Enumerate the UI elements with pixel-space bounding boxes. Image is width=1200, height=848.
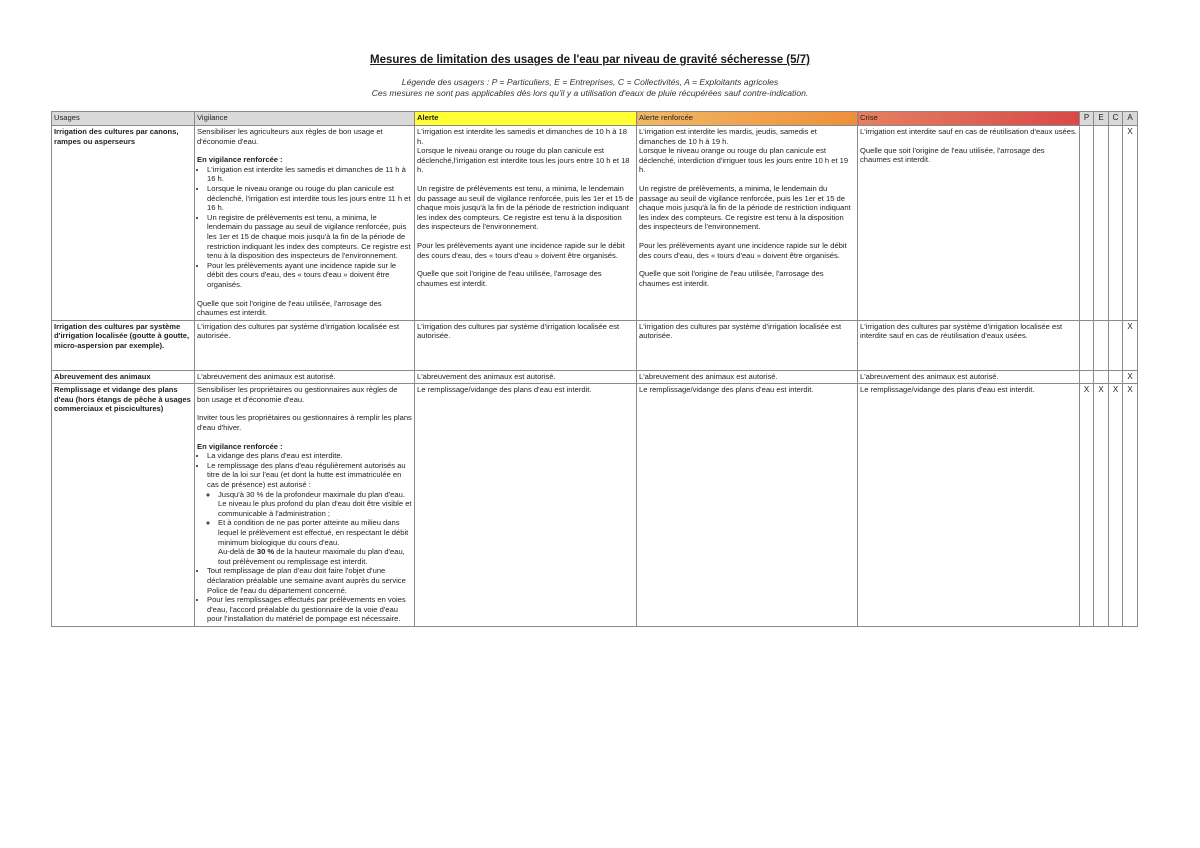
- alerte-paragraph: Quelle que soit l'origine de l'eau utilisée, l'arrosage des chaumes est interdit.: [417, 269, 602, 288]
- crise-paragraph: L'irrigation est interdite sauf en cas de réutilisation d'eaux usées.: [860, 127, 1077, 136]
- vigilance-cell: L'abreuvement des animaux est autorisé.: [195, 370, 415, 384]
- mark-e: [1094, 320, 1109, 370]
- mark-a: X: [1123, 126, 1138, 321]
- list-item-text: Le remplissage des plans d'eau régulièrement autorisés au titre de la loi sur l'eau (et dont la hutte est immatriculée en cas de présence) est autorisé :: [207, 460, 406, 490]
- usage-cell: Irrigation des cultures par système d'irrigation localisée (goutte à goutte, micro-aspersion par exemple).: [52, 320, 195, 370]
- vigilance-intro-2: Inviter tous les propriétaires ou gestionnaires à remplir les plans d'eau d'hiver.: [197, 413, 412, 433]
- crise-cell: L'abreuvement des animaux est autorisé.: [858, 370, 1080, 384]
- mark-p: X: [1080, 384, 1094, 627]
- table-row: [52, 384, 1138, 627]
- alerte-paragraph: Pour les prélèvements ayant une incidence rapide sur le débit des cours d'eau, des « tours d'eau » doivent être organisés.: [417, 240, 625, 260]
- mark-p: [1080, 126, 1094, 321]
- legend: [0, 77, 1180, 99]
- vigilance-cell: [195, 126, 415, 321]
- vigilance-subheading: En vigilance renforcée :: [197, 441, 283, 451]
- alerte-renforcee-cell: L'irrigation des cultures par système d'irrigation localisée est autorisée.: [637, 320, 858, 370]
- limit-text-before: Au-delà de: [218, 547, 257, 557]
- alerte-renforcee-cell: [637, 126, 858, 321]
- sub-list-item: [218, 518, 412, 566]
- vigilance-bullets: [197, 451, 412, 624]
- mark-p: [1080, 370, 1094, 384]
- vigilance-cell: L'irrigation des cultures par système d'irrigation localisée est autorisée.: [195, 320, 415, 370]
- mark-e: [1094, 126, 1109, 321]
- alerte-renforcee-cell: Le remplissage/vidange des plans d'eau est interdit.: [637, 384, 858, 627]
- mark-c: X: [1109, 384, 1123, 627]
- alerte-renforcee-paragraph: Pour les prélèvements ayant une incidence rapide sur le débit des cours d'eau, des « tours d'eau » doivent être organisés.: [639, 240, 847, 260]
- vigilance-cell: [195, 384, 415, 627]
- sub-list-item-text: ◦ Et à condition de ne pas porter atteinte au milieu dans lequel le prélèvement est effectué, en respectant le débit minimum biologique du cours d'eau.: [218, 518, 409, 547]
- usage-cell: Irrigation des cultures par canons, rampes ou asperseurs: [52, 126, 195, 321]
- list-item: • Pour les remplissages effectués par prélèvements en voies d'eau, l'accord préalable du gestionnaire de la voie d'eau pour l'installation du matériel de pompage est nécessaire.: [207, 595, 412, 624]
- list-item: • L'irrigation est interdite les samedis et dimanches de 11 h à 16 h.: [207, 165, 412, 184]
- list-item: [207, 461, 412, 567]
- mark-a: X: [1123, 384, 1138, 627]
- mark-e: [1094, 370, 1109, 384]
- alerte-cell: Le remplissage/vidange des plans d'eau est interdit.: [415, 384, 637, 627]
- page-title: Mesures de limitation des usages de l'eau par niveau de gravité sécheresse (5/7): [370, 54, 810, 66]
- header-alerte-renforcee: Alerte renforcée: [637, 112, 858, 126]
- alerte-renforcee-paragraph: Un registre de prélèvements, a minima, le lendemain du passage au seuil de vigilance renforcée, puis les 1er et 15 de chaque mois jusqu'à la fin de la période de restriction indiquant les index des compteurs. Ce registre est tenu à la disposition des inspecteurs de l'environnement.: [639, 183, 851, 232]
- alerte-cell: L'abreuvement des animaux est autorisé.: [415, 370, 637, 384]
- vigilance-bullets: [197, 165, 412, 290]
- header-alerte: Alerte: [415, 112, 637, 126]
- crise-cell: [858, 126, 1080, 321]
- mark-p: [1080, 320, 1094, 370]
- sub-bullets: [207, 490, 412, 567]
- mark-c: [1109, 320, 1123, 370]
- list-item: • Tout remplissage de plan d'eau doit faire l'objet d'une déclaration préalable une semaine avant auprès du service Police de l'eau du département concerné.: [207, 566, 412, 595]
- crise-cell: Le remplissage/vidange des plans d'eau est interdit.: [858, 384, 1080, 627]
- table-row: [52, 370, 1138, 384]
- vigilance-intro: Sensibiliser les agriculteurs aux règles de bon usage et d'économie d'eau.: [197, 127, 383, 146]
- vigilance-subheading: En vigilance renforcée :: [197, 155, 283, 165]
- list-item: • Un registre de prélèvements est tenu, a minima, le lendemain du passage au seuil de vigilance renforcée, puis les 1er et 15 de chaque mois jusqu'à la fin de la période de restriction indiquant les index des compteurs. Ce registre est tenu à la disposition des inspecteurs de l'environnement.: [207, 213, 412, 261]
- header-a: A: [1123, 112, 1138, 126]
- alerte-cell: L'irrigation des cultures par système d'irrigation localisée est autorisée.: [415, 320, 637, 370]
- limit-percentage: 30 %: [256, 547, 275, 557]
- vigilance-outro: Quelle que soit l'origine de l'eau utilisée, l'arrosage des chaumes est interdit.: [197, 298, 382, 318]
- list-item: • Lorsque le niveau orange ou rouge du plan canicule est déclenché, l'irrigation est interdite tous les jours entre 11 h et 16 h.: [207, 184, 412, 213]
- alerte-renforcee-paragraph: L'irrigation est interdite les mardis, jeudis, samedis et dimanches de 10 h à 19 h. Lorsque le niveau orange ou rouge du plan canicule est déclenché, interdiction d'irriguer tous les jours entre 10 h et 19 h.: [639, 127, 849, 175]
- header-c: C: [1109, 112, 1123, 126]
- legend-line-1: Légende des usagers : P = Particuliers, E = Entreprises, C = Collectivités, A = Exploitants agricoles: [401, 77, 779, 87]
- header-e: E: [1094, 112, 1109, 126]
- alerte-paragraph: L'irrigation est interdite les samedis et dimanches de 10 h à 18 h. Lorsque le niveau orange ou rouge du plan canicule est déclenché,l'irrigation est interdite tous les jours entre 10 h et 18 h.: [417, 127, 630, 175]
- limit-text-after: de la hauteur maximale du plan d'eau, tout prélèvement ou remplissage est interdit.: [218, 547, 405, 566]
- list-item: • Pour les prélèvements ayant une incidence rapide sur le débit des cours d'eau, des « tours d'eau » doivent être organisés.: [207, 261, 412, 290]
- alerte-renforcee-paragraph: Quelle que soit l'origine de l'eau utilisée, l'arrosage des chaumes est interdit.: [639, 269, 824, 288]
- alerte-renforcee-cell: L'abreuvement des animaux est autorisé.: [637, 370, 858, 384]
- crise-paragraph: Quelle que soit l'origine de l'eau utilisée, l'arrosage des chaumes est interdit.: [860, 145, 1045, 165]
- mark-a: X: [1123, 320, 1138, 370]
- mark-c: [1109, 370, 1123, 384]
- sub-list-item: ◦ Jusqu'à 30 % de la profondeur maximale du plan d'eau. Le niveau le plus profond du plan d'eau doit être visible et communicable à l'administration ;: [218, 490, 412, 519]
- table-row: [52, 126, 1138, 321]
- header-crise: Crise: [858, 112, 1080, 126]
- legend-line-2: Ces mesures ne sont pas applicables dès lors qu'il y a utilisation d'eaux de pluie récupérées sauf contre-indication.: [371, 88, 809, 98]
- alerte-paragraph: Un registre de prélèvements est tenu, a minima, le lendemain du passage au seuil de vigilance renforcée, puis les 1er et 15 de chaque mois jusqu'à la fin de la période de restriction indiquant les index des compteurs. Ce registre est tenu à la disposition des inspecteurs de l'environnement.: [417, 183, 634, 232]
- list-item: • La vidange des plans d'eau est interdite.: [207, 451, 412, 461]
- mark-a: X: [1123, 370, 1138, 384]
- header-usages: Usages: [52, 112, 195, 126]
- header-vigilance: Vigilance: [195, 112, 415, 126]
- usage-cell: Remplissage et vidange des plans d'eau (hors étangs de pêche à usages commerciaux et piscicultures): [52, 384, 195, 627]
- usage-cell: Abreuvement des animaux: [52, 370, 195, 384]
- alerte-cell: [415, 126, 637, 321]
- crise-cell: L'irrigation des cultures par système d'irrigation localisée est interdite sauf en cas de réutilisation d'eaux usées.: [858, 320, 1080, 370]
- sub-list-item-limit: [218, 547, 412, 566]
- mark-c: [1109, 126, 1123, 321]
- vigilance-intro: Sensibiliser les propriétaires ou gestionnaires aux règles de bon usage et d'économie d'eau.: [197, 385, 398, 404]
- header-row: [52, 112, 1138, 126]
- table-row: [52, 320, 1138, 370]
- measures-table: [51, 111, 1138, 627]
- mark-e: X: [1094, 384, 1109, 627]
- header-p: P: [1080, 112, 1094, 126]
